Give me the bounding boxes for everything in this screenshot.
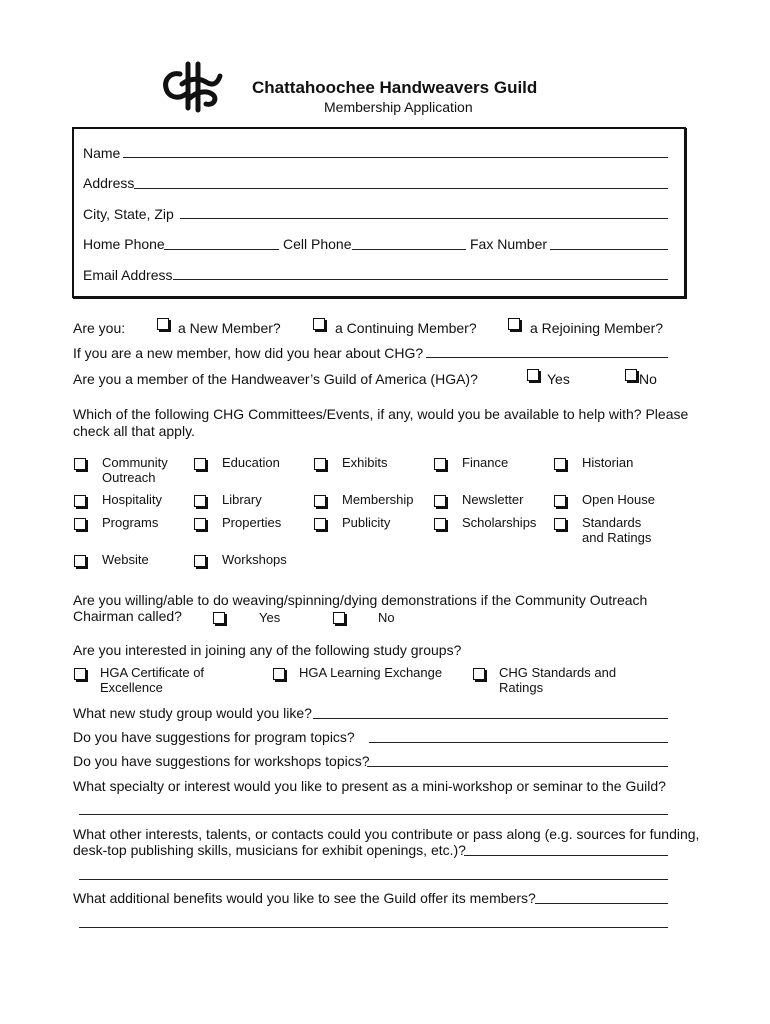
committee-membership-label: Membership (342, 492, 414, 507)
chg-logo (160, 60, 226, 114)
demo-question-line2: Chairman called? (73, 608, 182, 624)
demo-no-label: No (378, 610, 395, 625)
home-phone-label: Home Phone (83, 236, 165, 252)
logo-text: CHG (160, 60, 163, 61)
rejoining-member-checkbox[interactable] (508, 318, 520, 330)
hear-about-field[interactable] (426, 357, 668, 358)
benefits-field-2[interactable] (79, 927, 668, 928)
committee-newsletter-checkbox[interactable] (434, 495, 446, 507)
workshop-topics-question: Do you have suggestions for workshops topics? (73, 753, 370, 769)
interests-question-line1: What other interests, talents, or contacts could you contribute or pass along (e.g. sources for funding, (73, 826, 700, 842)
committee-education-checkbox[interactable] (194, 458, 206, 470)
city-state-zip-field[interactable] (180, 218, 668, 219)
interests-question-line2: desk-top publishing skills, musicians for exhibit openings, etc.)? (73, 842, 466, 858)
hga-yes-label: Yes (547, 371, 570, 387)
hear-about-question: If you are a new member, how did you hear about CHG? (73, 345, 424, 361)
committee-exhibits-checkbox[interactable] (314, 458, 326, 470)
hga-no-label: No (639, 371, 657, 387)
page-subtitle: Membership Application (324, 99, 473, 115)
hga-question: Are you a member of the Handweaver’s Guild of America (HGA)? (73, 371, 478, 387)
new-study-group-question: What new study group would you like? (73, 705, 312, 721)
committee-standards-and-ratings-checkbox[interactable] (554, 518, 566, 530)
committee-hospitality-checkbox[interactable] (74, 495, 86, 507)
committee-library-checkbox[interactable] (194, 495, 206, 507)
committee-library-label: Library (222, 492, 262, 507)
new-study-group-field[interactable] (313, 718, 668, 719)
benefits-field-1[interactable] (535, 903, 668, 904)
committee-membership-checkbox[interactable] (314, 495, 326, 507)
new-member-label: a New Member? (178, 320, 281, 336)
interests-field-2[interactable] (79, 879, 668, 880)
committee-historian-checkbox[interactable] (554, 458, 566, 470)
city-state-zip-label: City, State, Zip (83, 206, 174, 222)
study-hga-learning-exchange-checkbox[interactable] (273, 668, 285, 680)
study-chg-standards-label-1: CHG Standards and (499, 665, 617, 680)
committees-question-line2: check all that apply. (73, 423, 195, 439)
committee-publicity-checkbox[interactable] (314, 518, 326, 530)
hga-yes-checkbox[interactable] (527, 369, 539, 381)
email-label: Email Address (83, 267, 173, 283)
rejoining-member-label: a Rejoining Member? (530, 320, 664, 336)
committee-hospitality-label: Hospitality (102, 492, 162, 507)
committee-website-label: Website (102, 552, 149, 567)
study-hga-certificate-label-1: HGA Certificate of (100, 665, 205, 680)
study-hga-learning-exchange-label: HGA Learning Exchange (299, 665, 443, 680)
committee-finance-checkbox[interactable] (434, 458, 446, 470)
committee-scholarships-label: Scholarships (462, 515, 537, 530)
are-you-label: Are you: (73, 320, 126, 336)
committee-properties-checkbox[interactable] (194, 518, 206, 530)
specialty-question: What specialty or interest would you like to present as a mini-workshop or seminar to the Guild? (73, 778, 666, 794)
committee-exhibits-label: Exhibits (342, 455, 388, 470)
cell-phone-label: Cell Phone (283, 236, 352, 252)
address-label: Address (83, 175, 135, 191)
committee-community-outreach-checkbox[interactable] (74, 458, 86, 470)
committee-community-outreach-label: Community (102, 455, 168, 470)
committee-website-checkbox[interactable] (74, 555, 86, 567)
study-chg-standards-label-2: Ratings (499, 680, 544, 695)
program-topics-field[interactable] (369, 742, 668, 743)
hga-no-checkbox[interactable] (625, 369, 637, 381)
committee-open-house-checkbox[interactable] (554, 495, 566, 507)
committee-workshops-checkbox[interactable] (194, 555, 206, 567)
new-member-checkbox[interactable] (157, 318, 169, 330)
study-hga-certificate-label-2: Excellence (100, 680, 163, 695)
study-chg-standards-checkbox[interactable] (473, 668, 485, 680)
chg-logo-mark (160, 60, 226, 114)
fax-number-field[interactable] (550, 249, 668, 250)
committee-finance-label: Finance (462, 455, 509, 470)
committee-programs-label: Programs (102, 515, 159, 530)
committee-community-outreach-label: Outreach (102, 470, 156, 485)
committee-publicity-label: Publicity (342, 515, 391, 530)
workshop-topics-field[interactable] (367, 766, 668, 767)
name-label: Name (83, 145, 121, 161)
page-title: Chattahoochee Handweavers Guild (252, 78, 538, 97)
study-groups-question: Are you interested in joining any of the following study groups? (73, 642, 462, 658)
specialty-field[interactable] (79, 814, 668, 815)
email-field[interactable] (173, 279, 668, 280)
committee-standards-and-ratings-label: Standards (582, 515, 642, 530)
committees-question-line1: Which of the following CHG Committees/Events, if any, would you be available to help with? Please (73, 406, 689, 422)
interests-field-1[interactable] (464, 855, 668, 856)
committee-properties-label: Properties (222, 515, 282, 530)
continuing-member-label: a Continuing Member? (335, 320, 477, 336)
home-phone-field[interactable] (164, 249, 279, 250)
demo-yes-label: Yes (259, 610, 281, 625)
committee-historian-label: Historian (582, 455, 634, 470)
cell-phone-field[interactable] (352, 249, 466, 250)
committee-workshops-label: Workshops (222, 552, 287, 567)
program-topics-question: Do you have suggestions for program topics? (73, 729, 355, 745)
address-field[interactable] (134, 188, 668, 189)
committee-open-house-label: Open House (582, 492, 655, 507)
demo-question-line1: Are you willing/able to do weaving/spinning/dying demonstrations if the Community Outreach (73, 592, 648, 608)
committee-scholarships-checkbox[interactable] (434, 518, 446, 530)
continuing-member-checkbox[interactable] (313, 318, 325, 330)
fax-number-label: Fax Number (470, 236, 548, 252)
committee-standards-and-ratings-label: and Ratings (582, 530, 652, 545)
demo-yes-checkbox[interactable] (213, 612, 225, 624)
name-field[interactable] (123, 157, 668, 158)
demo-no-checkbox[interactable] (333, 612, 345, 624)
study-hga-certificate-checkbox[interactable] (74, 668, 86, 680)
committee-education-label: Education (222, 455, 280, 470)
committee-programs-checkbox[interactable] (74, 518, 86, 530)
committee-newsletter-label: Newsletter (462, 492, 524, 507)
benefits-question: What additional benefits would you like to see the Guild offer its members? (73, 890, 536, 906)
